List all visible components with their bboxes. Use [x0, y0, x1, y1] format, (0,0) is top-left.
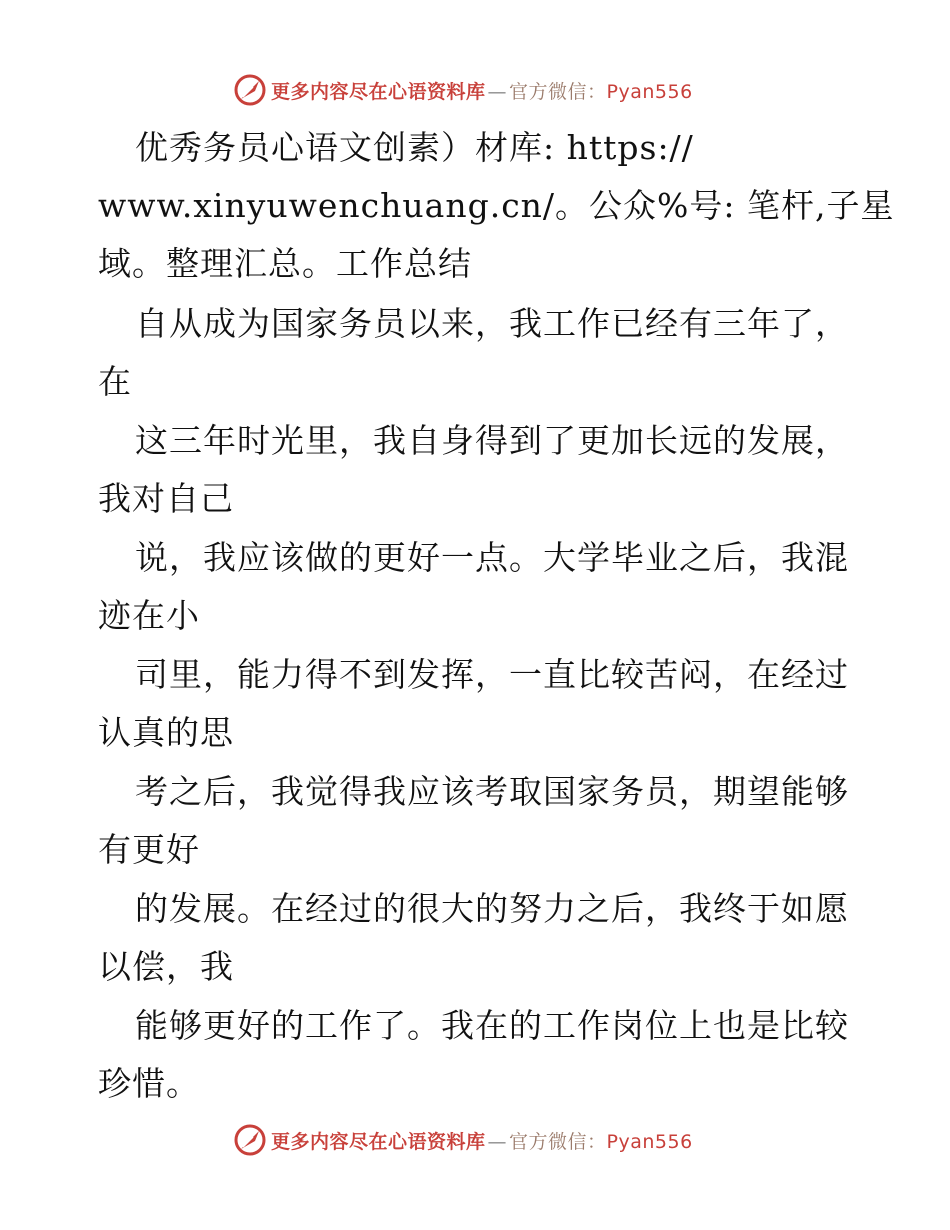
text-line: 有更好	[98, 830, 200, 869]
text-line: 的发展。在经过的很大的努力之后，我终于如愿	[135, 889, 849, 928]
quill-logo-icon	[233, 1123, 267, 1157]
text-line: 考之后，我觉得我应该考取国家务员，期望能够	[135, 772, 849, 811]
text-line: 迹在小	[98, 596, 200, 635]
text-line: 认真的思	[98, 713, 234, 752]
text-line: 我对自己	[98, 479, 234, 518]
banner-wechat-label: 官方微信：	[509, 1130, 607, 1153]
text-line: 自从成为国家务员以来，我工作已经有三年了，	[135, 304, 849, 343]
text-line: 司里，能力得不到发挥，一直比较苦闷，在经过	[135, 655, 849, 694]
banner-wechat-label: 官方微信：	[509, 80, 607, 103]
text-line: 域。整理汇总。工作总结	[98, 244, 472, 283]
text-line: 这三年时光里，我自身得到了更加长远的发展，	[135, 421, 849, 460]
text-line: www.xinyuwenchuang.cn/。公众%号: 笔杆,子星	[98, 186, 895, 225]
banner-wechat-id: Pyan556	[606, 80, 693, 103]
banner-title: 更多内容尽在心语资料库	[271, 80, 486, 103]
text-line: 珍惜。	[98, 1064, 200, 1103]
text-line: 能够更好的工作了。我在的工作岗位上也是比较	[135, 1006, 849, 1045]
text-line: 优秀务员心语文创素）材库: https://	[135, 128, 694, 167]
text-line: 说，我应该做的更好一点。大学毕业之后，我混	[135, 538, 849, 577]
footer-banner	[233, 1122, 693, 1158]
banner-title: 更多内容尽在心语资料库	[271, 1130, 486, 1153]
banner-separator: —	[487, 80, 508, 103]
text-line: 以偿，我	[98, 947, 234, 986]
header-banner	[233, 72, 693, 108]
banner-text	[271, 1127, 693, 1154]
banner-wechat-id: Pyan556	[606, 1130, 693, 1153]
banner-separator: —	[487, 1130, 508, 1153]
text-line: 在	[98, 362, 132, 401]
banner-text	[271, 77, 693, 104]
quill-logo-icon	[233, 73, 267, 107]
